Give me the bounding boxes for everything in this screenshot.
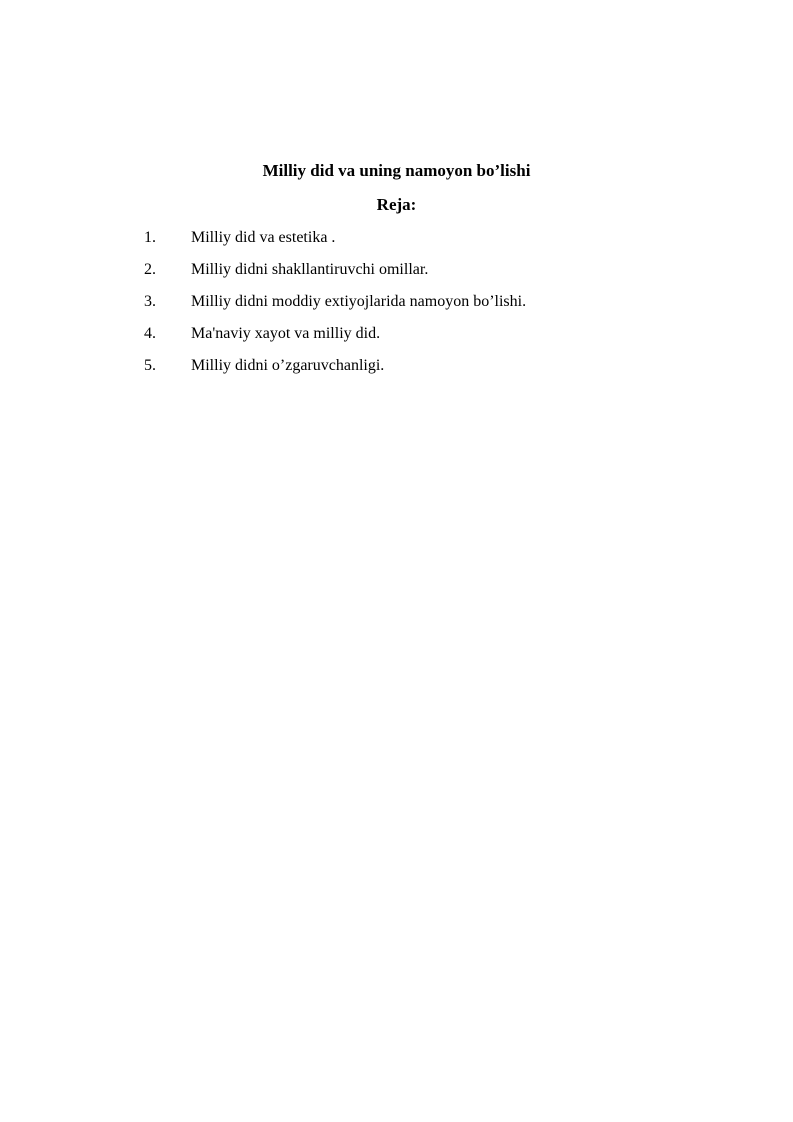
plan-item-number: 4. <box>144 325 156 342</box>
plan-item-text: Milliy didni o’zgaruvchanligi. <box>191 357 385 374</box>
plan-item-text: Milliy didni moddiy extiyojlarida namoyon bo’lishi. <box>191 293 527 310</box>
plan-item-number: 3. <box>144 293 156 310</box>
plan-item-text: Milliy didni shakllantiruvchi omillar. <box>191 261 429 278</box>
plan-heading: Reja: <box>376 195 417 214</box>
plan-item-text: Milliy did va estetika . <box>191 229 336 246</box>
plan-item-number: 1. <box>144 229 156 246</box>
plan-item-text: Ma'naviy xayot va milliy did. <box>191 325 381 342</box>
plan-item-number: 2. <box>144 261 156 278</box>
plan-item-number: 5. <box>144 357 156 374</box>
document-title: Milliy did va uning namoyon bo’lishi <box>262 161 531 180</box>
